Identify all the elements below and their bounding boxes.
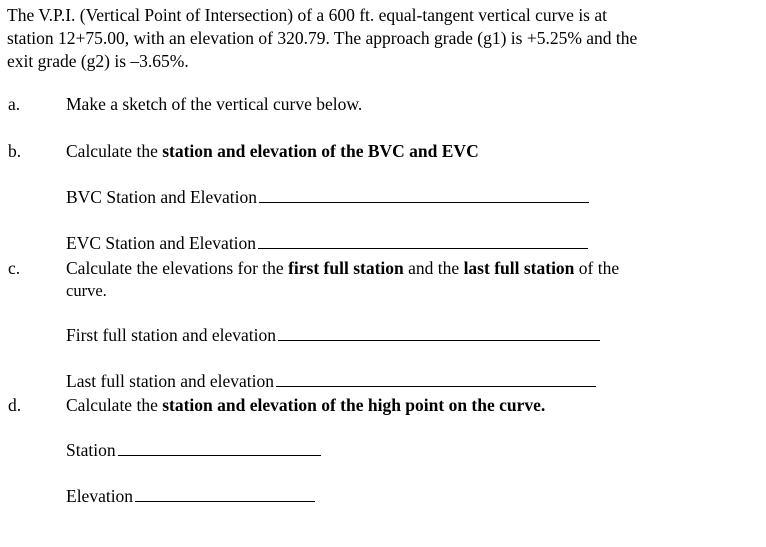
part-d-letter: d. xyxy=(8,395,22,415)
bvc-field xyxy=(66,186,589,208)
last-full-station-label: Last full station and elevation xyxy=(66,371,275,391)
part-c-text-prefix: Calculate the elevations for the xyxy=(66,258,289,278)
part-c-text xyxy=(66,257,619,279)
part-c-bold-last: last full station xyxy=(463,258,575,278)
part-c-bold-first: first full station xyxy=(288,258,404,278)
evc-field xyxy=(66,232,588,254)
last-full-station-blank[interactable] xyxy=(276,370,596,387)
part-c-text-line2: curve. xyxy=(66,281,107,300)
part-c-text-suffix: of the xyxy=(574,258,620,278)
problem-line-2: station 12+75.00, with an elevation of 320.79. The approach grade (g1) is +5.25% and the xyxy=(7,28,638,48)
high-point-elevation-blank[interactable] xyxy=(135,485,315,502)
part-b-text-bold: station and elevation of the BVC and EVC xyxy=(162,141,479,161)
high-point-elevation-label: Elevation xyxy=(66,486,134,506)
first-full-station-field xyxy=(66,324,600,346)
bvc-answer-blank[interactable] xyxy=(259,186,589,203)
part-b-letter: b. xyxy=(8,141,22,161)
problem-statement xyxy=(7,4,757,73)
high-point-station-blank[interactable] xyxy=(118,439,321,456)
part-c-letter: c. xyxy=(8,258,21,278)
evc-answer-blank[interactable] xyxy=(258,232,588,249)
high-point-elevation-field xyxy=(66,485,315,507)
evc-field-label: EVC Station and Elevation xyxy=(66,233,257,253)
part-d-text-prefix: Calculate the xyxy=(66,395,163,415)
problem-line-3: exit grade (g2) is –3.65%. xyxy=(7,51,189,71)
part-b-text-prefix: Calculate the xyxy=(66,141,163,161)
part-a-letter: a. xyxy=(8,94,21,114)
part-b-text xyxy=(66,140,479,162)
bvc-field-label: BVC Station and Elevation xyxy=(66,187,258,207)
part-d-text xyxy=(66,394,545,416)
problem-line-1: The V.P.I. (Vertical Point of Intersection) of a 600 ft. equal-tangent vertical curve is at xyxy=(7,5,607,25)
part-d-text-bold: station and elevation of the high point on the curve. xyxy=(162,395,546,415)
first-full-station-blank[interactable] xyxy=(278,324,600,341)
first-full-station-label: First full station and elevation xyxy=(66,325,276,345)
part-a-text: Make a sketch of the vertical curve below. xyxy=(66,94,363,114)
part-c-text-mid: and the xyxy=(403,258,464,278)
last-full-station-field xyxy=(66,370,596,392)
high-point-station-field xyxy=(66,439,321,461)
high-point-station-label: Station xyxy=(66,440,116,460)
